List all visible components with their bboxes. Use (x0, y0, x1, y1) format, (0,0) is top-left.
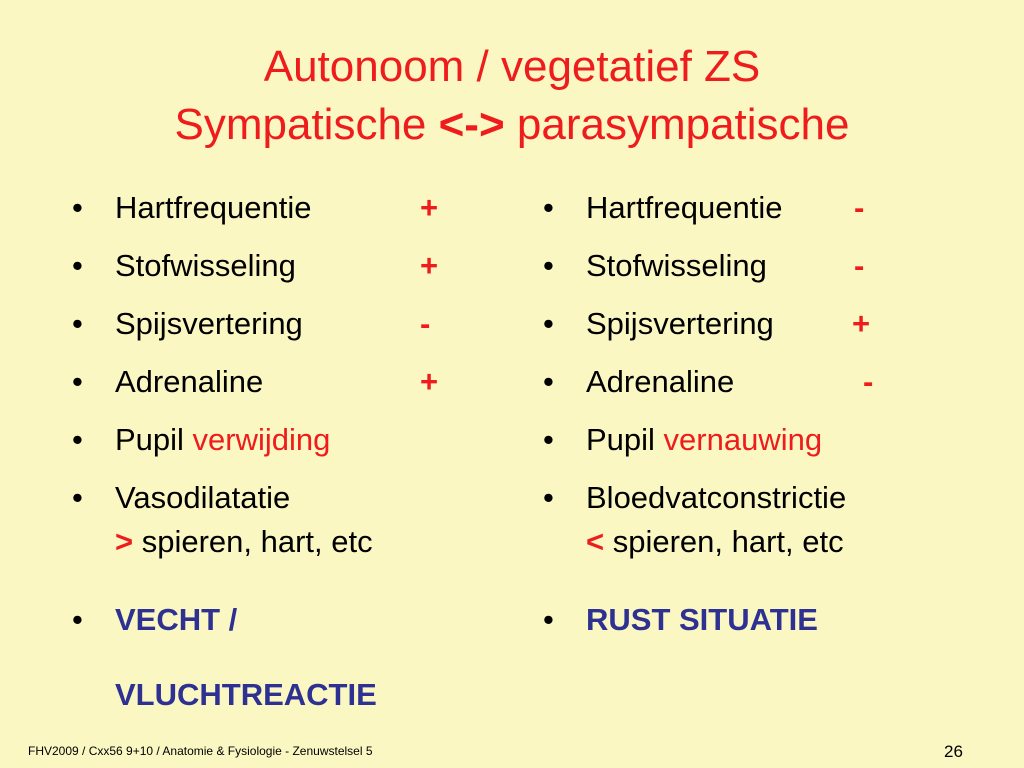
item-label: Vasodilatatie (115, 480, 291, 515)
item-sign: - (854, 248, 865, 283)
bullet-icon: • (543, 602, 554, 637)
page-number: 26 (944, 742, 963, 761)
bullet-icon: • (72, 422, 83, 457)
pupil-label: Pupil (115, 422, 193, 457)
pupil-label: Pupil (586, 422, 664, 457)
title-sympathetic: Sympatische (174, 100, 439, 149)
item-label: Hartfrequentie (586, 190, 783, 225)
bullet-icon: • (543, 364, 554, 399)
item-label: Adrenaline (115, 364, 264, 399)
reaction-line-2: VLUCHTREACTIE (115, 677, 377, 712)
item-label: Adrenaline (586, 364, 735, 399)
pupil-value: verwijding (192, 422, 331, 457)
bullet-icon: • (72, 602, 83, 637)
comparison-sign: > (115, 524, 134, 559)
pupil-value: vernauwing (663, 422, 823, 457)
bullet-icon: • (543, 190, 554, 225)
item-sign: - (854, 190, 865, 225)
item-sign: + (420, 248, 439, 283)
item-sign: - (863, 364, 874, 399)
bullet-icon: • (72, 248, 83, 283)
item-label: Stofwisseling (586, 248, 767, 283)
item-sign: + (420, 190, 439, 225)
bullet-icon: • (543, 306, 554, 341)
reaction-line-1: RUST SITUATIE (586, 602, 818, 637)
item-label: Hartfrequentie (115, 190, 312, 225)
continuation-text: spieren, hart, etc (133, 524, 373, 559)
item-continuation (586, 524, 844, 560)
bullet-icon: • (72, 306, 83, 341)
bullet-icon: • (72, 364, 83, 399)
bullet-icon: • (543, 422, 554, 457)
reaction-line-1: VECHT / (115, 602, 238, 637)
item-continuation (115, 524, 373, 560)
item-label: Spijsvertering (115, 306, 303, 341)
title-line-2 (0, 96, 1024, 154)
continuation-text: spieren, hart, etc (604, 524, 844, 559)
title-arrows: <-> (438, 100, 505, 149)
item-label: Spijsvertering (586, 306, 774, 341)
title-line-1: Autonoom / vegetatief ZS (263, 42, 761, 91)
bullet-icon: • (72, 190, 83, 225)
item-label (115, 422, 330, 458)
item-sign: - (420, 306, 431, 341)
bullet-icon: • (72, 480, 83, 515)
item-sign: + (420, 364, 439, 399)
bullet-icon: • (543, 480, 554, 515)
item-sign: + (852, 306, 871, 341)
slide-footer: FHV2009 / Cxx56 9+10 / Anatomie & Fysiologie - Zenuwstelsel 5 (28, 744, 373, 758)
item-label (586, 422, 822, 458)
bullet-icon: • (543, 248, 554, 283)
title-parasympathetic: parasympatische (504, 100, 850, 149)
item-label: Stofwisseling (115, 248, 296, 283)
slide-title (0, 38, 1024, 154)
item-label: Bloedvatconstrictie (586, 480, 847, 515)
comparison-sign: < (586, 524, 605, 559)
